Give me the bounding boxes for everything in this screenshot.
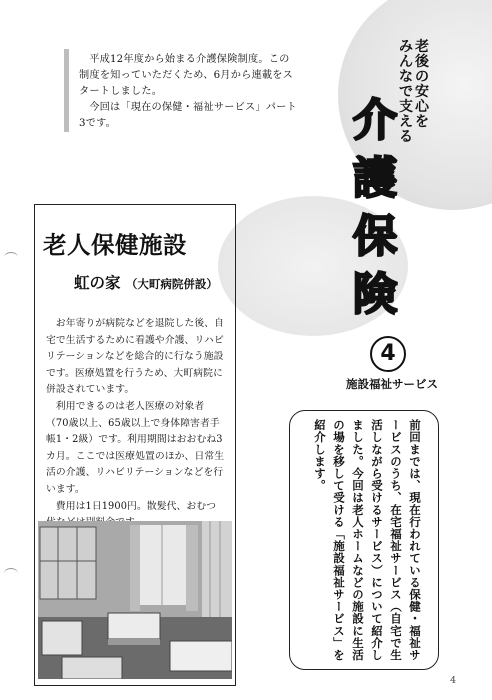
subtitle-char: み [399, 39, 413, 55]
facility-paragraph: 費用は1日1900円。散髪代、おむつ [55, 500, 217, 512]
subtitle-char: 後 [415, 54, 429, 70]
punch-hole [4, 252, 18, 263]
title-char: 保 [353, 211, 397, 262]
subtitle-column-right [414, 40, 430, 130]
intro-paragraph: 今回は「現在の保健・福祉サービス」パート3です。 [79, 102, 297, 129]
subtitle-char: 安 [415, 84, 429, 100]
intro-text [79, 52, 299, 132]
facility-paragraph: 利用できるのは老人医療の対象者（70歳以上、65歳以上で身体障害者手帳1・2級）です。利用期間はおおむね3カ月。ここでは医療処置のほか、日常生活の介護、リハビリテーションなどを行います。 [46, 400, 225, 495]
intro-paragraph: 平成12年度から始まる介護保険制度。この制度を知っていただくため、6月から連載をスタートしました。 [79, 54, 294, 97]
title-char: 護 [353, 153, 397, 204]
series-title [340, 92, 410, 324]
subtitle-char: 心 [415, 99, 429, 115]
subtitle-char: え [399, 114, 413, 130]
facility-note: （大町病院併設） [125, 277, 218, 291]
facility-room-photo [38, 521, 232, 679]
facility-title: 老人保健施設 [43, 231, 187, 259]
facility-name: 虹の家 [74, 274, 121, 292]
subtitle-char: ん [399, 54, 413, 70]
notice-text: 前回までは、現在行われている保健・福祉サービスのうち、在宅福祉サービス（自宅で生活しながら受けるサービス）について紹介しました。今回は老人ホームなどの施設に生活の場を移して受ける「施設福祉サービス」を紹介します。 [313, 419, 422, 661]
title-char: 険 [353, 269, 397, 320]
punch-hole [4, 568, 18, 579]
intro-accent-bar [64, 49, 69, 132]
facility-body [46, 316, 226, 532]
subtitle-char: る [399, 129, 413, 145]
subtitle-char: で [399, 84, 413, 100]
subtitle-char: 支 [399, 99, 413, 115]
subtitle-char: 老 [415, 39, 429, 55]
notice-box [289, 410, 439, 670]
series-label: 施設福祉サービス [346, 377, 438, 391]
subtitle-char: な [399, 69, 413, 85]
series-number: 4 [370, 336, 406, 372]
facility-paragraph: お年寄りが病院などを退院した後、自宅で生活するために看護や介護、リハビリテーションなどを総合的に行なう施設です。医療処置を行うため、大町病院に併設されています。 [46, 318, 225, 396]
page-number: 4 [450, 675, 457, 686]
facility-name-line [74, 271, 218, 293]
subtitle-char: の [415, 69, 429, 85]
title-char: 介 [353, 95, 397, 146]
subtitle-char: を [415, 114, 429, 130]
